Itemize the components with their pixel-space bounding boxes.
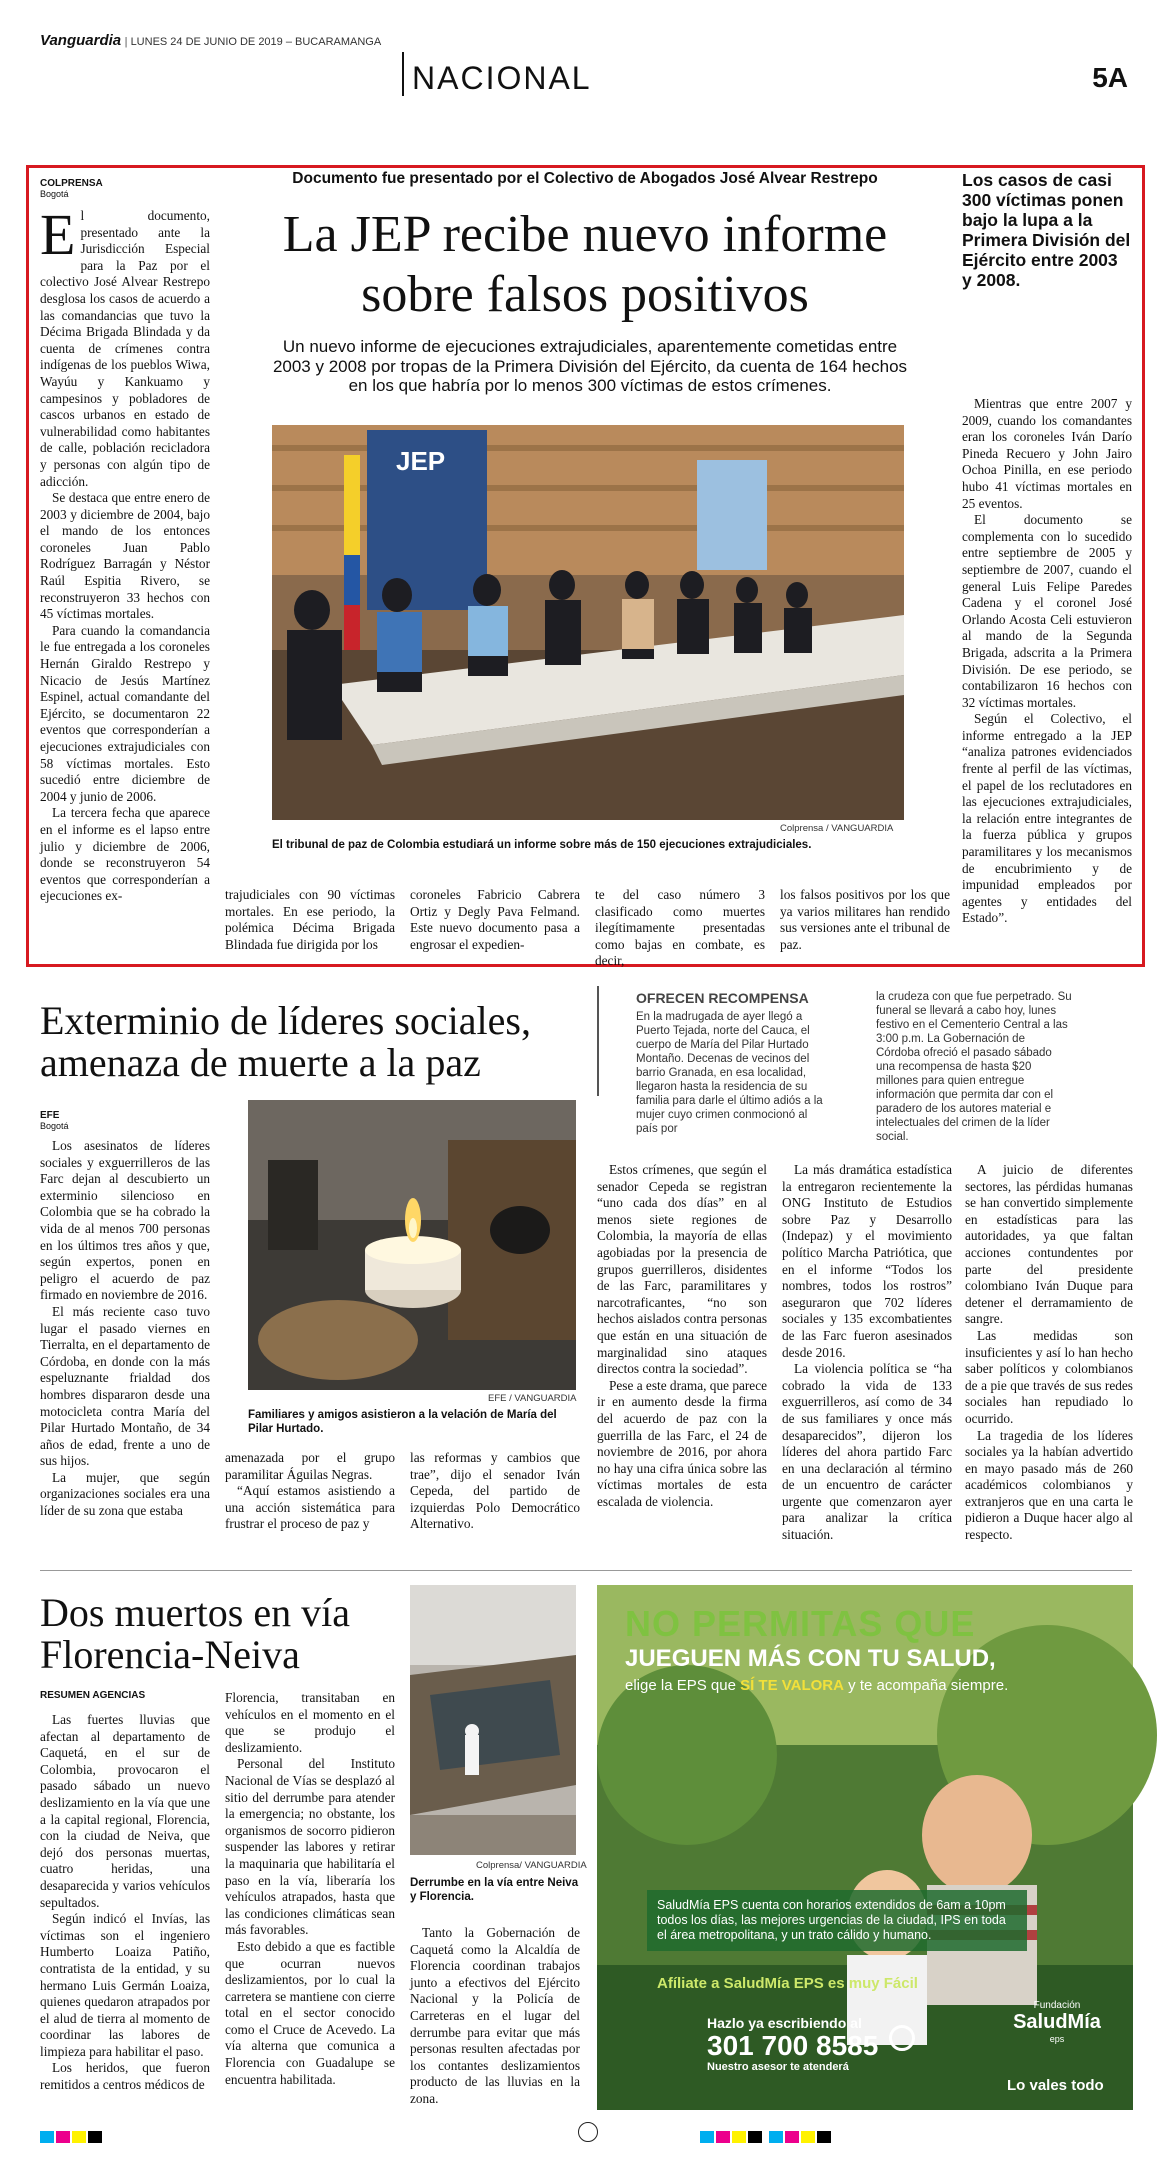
photo-jep-tribunal <box>272 425 904 820</box>
registration-mark-icon <box>578 2122 598 2142</box>
jep-banner-text: JEP <box>396 446 446 476</box>
photo-jep-illustration <box>272 425 904 820</box>
photo3-credit: Colprensa/ VANGUARDIA <box>476 1860 587 1871</box>
ad-slogan: Lo vales todo <box>1007 2077 1104 2094</box>
story3-headline: Dos muertos en vía Florencia-Neiva <box>40 1590 350 1677</box>
story2-column-5: La más dramática estadística la entregaron recientemente la ONG Instituto de Estudios sobre Paz y Desarrollo (Indepaz) y el movimiento político Marcha Patriótica, que en el informe “Todos los nombres, todos los rostros” aseguraron que 702 líderes sociales y 135 excombatientes de las Farc fueron asesinados desde 2016. La violencia política se “ha cobrado la vida de 133 exguerrilleros, así como de 34 de sus familiares y once más desaparecidos”, dijeron los líderes del ahora partido Farc en una declaración al término de un encuentro de carácter urgente que comenzaron ayer para analizar la crítica situación. <box>782 1162 952 1543</box>
photo-derrumbe <box>410 1585 576 1855</box>
box-rule <box>597 986 599 1096</box>
dropcap: E <box>40 202 76 267</box>
section-title: NACIONAL <box>412 60 592 96</box>
story1-column-3: coroneles Fabricio Cabrera Ortiz y Degly Pava Felmand. Este nuevo documento pasa a engrosar el expedien- <box>410 887 580 952</box>
story1-deck: Un nuevo informe de ejecuciones extrajudiciales, aparentemente cometidas entre 2003 y 2008 por tropas de la Primera División del Ejército, da cuenta de 164 hechos en los que habría por lo menos 300 víctimas de estos crímenes. <box>272 337 908 395</box>
masthead: Vanguardia | LUNES 24 DE JUNIO DE 2019 – BUCARAMANGA NACIONAL 5A <box>40 32 1128 96</box>
ad-headline-2: JUEGUEN MÁS CON TU SALUD, <box>625 1645 996 1672</box>
photo3-caption: Derrumbe en la vía entre Neiva y Florencia. <box>410 1877 579 1903</box>
ad-cta[interactable]: Afíliate a SaludMía EPS es muy Fácil <box>657 1975 918 1992</box>
photo-landslide-illustration <box>410 1585 576 1855</box>
story2-column-6: A juicio de diferentes sectores, las pérdidas humanas se han convertido simplemente en estadísticas para las autoridades, ya que faltan acciones contundentes por parte del presidente colombiano Iván Duque para detener el derramamiento de sangre. Las medidas son insuficientes y así lo han hecho saber políticos y colombianos de a pie que través de sus redes sociales han repudiado lo ocurrido. La tragedia de los líderes sociales ya la habían advertido en mayo pasado más de 260 académicos colombianos y extranjeros que en una carta le pidieron a Duque hacer algo al respecto. <box>965 1162 1133 1543</box>
story1-column-6: Mientras que entre 2007 y 2009, cuando los comandantes eran los coroneles Iván Darío Pineda Recuero y John Jairo Ochoa Pinilla, en ese periodo hubo 41 víctimas mortales en 25 eventos. El documento se complementa con lo sucedido entre septiembre de 2005 y septiembre de 2007, cuando el general Luis Felipe Paredes Cadena y el coronel José Orlando Acosta Celi estuvieron al mando de la Segunda Brigada, adscrita a la Primera División. De ese periodo, se contabilizaron 16 hechos con 32 víctimas mortales. Según el Colectivo, el informe entregado a la JEP “analiza patrones evidenciados frente al perfil de las víctimas, el papel de los reclutadores en las ejecuciones extrajudiciales, la relación entre integrantes de la fuerza pública y grupos paramilitares y los mecanismos de encubrimiento y de impunidad empleados por agentes y entidades del Estado”. <box>962 396 1132 926</box>
recompensa-col-1: En la madrugada de ayer llegó a Puerto Tejada, norte del Cauca, el cuerpo de María del Pilar Hurtado Montaño. Decenas de vecinos del barrio Granada, en esa localidad, llegaron hasta la residencia de su familia para darle el último adiós a la mujer cuyo crimen conmocionó al país por <box>636 1011 823 1135</box>
story1-column-1: El documento, presentado ante la Jurisdicción Especial para la Paz por el colectivo José Alvear Restrepo desglosa los casos de acuerdo a las comandancias que tuvo la Décima Brigada Blindada y da cuenta de crímenes contra indígenas de los pueblos Wiwa, Wayúu y Kankuamo y campesinos y pobladores de cascos urbanos en estado de vulnerabilidad como habitantes de calle, población recicladora y personas con algún tipo de adicción. Se destaca que entre enero de 2003 y diciembre de 2004, bajo el mando de los entonces coroneles Juan Pablo Rodríguez Barragán y Néstor Raúl Espitia Rivero, se reconstruyeron 33 hechos con 45 víctimas mortales. Para cuando la comandancia le fue entregada a los coroneles Hernán Giraldo Restrepo y Nicacio de Jesús Martínez Espinel, actual comandante del Ejército, se documentaron 22 eventos que corresponderían a ejecuciones extrajudiciales con 58 víctimas mortales. Esto sucedió entre diciembre de 2004 y junio de 2006. La tercera fecha que aparece en el informe es el lapso entre julio y diciembre de 2006, donde se reconstruyeron 54 eventos que corresponderían a ejecuciones ex- <box>40 202 210 904</box>
saludmia-advertisement[interactable] <box>597 1585 1133 2110</box>
story1-sidebar-quote: Los casos de casi 300 víctimas ponen bajo la lupa a la Primera División del Ejército entre 2003 y 2008. <box>962 170 1131 290</box>
story1-kicker: Documento fue presentado por el Colectivo de Abogados José Alvear Restrepo <box>292 170 878 187</box>
ad-headline-1: NO PERMITAS QUE <box>625 1603 976 1644</box>
photo2-caption: Familiares y amigos asistieron a la velación de María del Pilar Hurtado. <box>248 1409 557 1435</box>
page-number: 5A <box>1092 62 1128 93</box>
story1-column-5: los falsos positivos por los que ya varios militares han rendido sus versiones ante el tribunal de paz. <box>780 887 950 952</box>
photo1-caption: El tribunal de paz de Colombia estudiará un informe sobre más de 150 ejecuciones extrajudiciales. <box>272 839 812 851</box>
ad-contact[interactable]: Hazlo ya escribiendo al 301 700 8585 Nuestro asesor te atenderá <box>707 2015 927 2073</box>
story3-column-1: Las fuertes lluvias que afectan al departamento de Caquetá, en el sur de Colombia, provocaron el pasado sábado un nuevo deslizamiento en la vía que une a la capital regional, Florencia, con la ciudad de Neiva, que dejó dos personas muertas, cuatro heridas, una desaparecida y varios vehículos sepultados. Según indicó el Invías, las víctimas son el ingeniero Humberto Loaiza Patiño, contratista de la entidad, y su hermano Luis Germán Loaiza, quienes quedaron atrapados por el alud de tierra al momento de coordinar las labores de limpieza para habilitar el paso. Los heridos, que fueron remitidos a centros médicos de <box>40 1712 210 2093</box>
story3-column-3: Tanto la Gobernación de Caquetá como la Alcaldía de Florencia coordinan trabajos junto a efectivos del Ejército Nacional y la Policía de Carreteras en el lugar del derrumbe para evitar que más personas resulten afectadas por los contantes deslizamientos producto de las lluvias en la zona. <box>410 1925 580 2106</box>
photo-velacion <box>248 1100 576 1390</box>
story1-column-4: te del caso número 3 clasificado como muertes ilegítimamente presentadas como bajas en combate, es decir, <box>595 887 765 969</box>
story2-byline: EFE Bogotá <box>40 1110 69 1131</box>
color-registration-strip <box>40 2128 104 2147</box>
section-divider <box>40 1570 1132 1571</box>
photo-candle-illustration <box>248 1100 576 1390</box>
recompensa-col-2: la crudeza con que fue perpetrado. Su funeral se llevará a cabo hoy, lunes festivo en el Cementerio Central a las 3:00 p.m. La Gobernación de Córdoba ofreció el pasado sábado una recompensa de hasta $20 millones para quien entregue información que permita dar con el paradero de los autores material e intelectuales del crimen de la líder social. <box>876 991 1072 1143</box>
story1-headline: La JEP recibe nuevo informe sobre falsos positivos <box>282 206 888 323</box>
color-registration-strip-right <box>700 2128 833 2147</box>
section-rule <box>402 52 404 96</box>
story2-column-3: las reformas y cambios que trae”, dijo el senador Iván Cepeda, del partido de izquierdas Polo Democrático Alternativo. <box>410 1450 580 1532</box>
ad-info-box: SaludMía EPS cuenta con horarios extendidos de 6am a 10pm todos los días, las mejores urgencias de la ciudad, IPS en toda el área metropolitana, y un trato cálido y humano. <box>647 1890 1027 1951</box>
ad-headline-3: elige la EPS que SÍ TE VALORA y te acompaña siempre. <box>625 1677 1009 1694</box>
photo1-credit: Colprensa / VANGUARDIA <box>780 823 894 834</box>
ad-brand: Fundación SaludMía eps <box>1013 2000 1101 2044</box>
photo2-credit: EFE / VANGUARDIA <box>488 1393 577 1404</box>
story3-column-2: Florencia, transitaban en vehículos en el momento en el que se produjo el deslizamiento. Personal del Instituto Nacional de Vías se desplazó al sitio del derrumbe para atender la emergencia; no obstante, los organismos de socorro pidieron suspender las labores y retirar la maquinaria que habilitaría el paso en la vía, liberaría los vehículos atrapados, hasta que las condiciones climáticas sean más favorables. Esto debido a que es factible que ocurran nuevos deslizamientos, por lo cual la carretera se mantiene con cierre total en el sector conocido como el Cruce de Acevedo. La vía alterna que comunica a Florencia con Guadalupe se encuentra habilitada. <box>225 1690 395 2087</box>
story1-column-2: trajudiciales con 90 víctimas mortales. En ese periodo, la polémica Décima Brigada Blindada fue dirigida por los <box>225 887 395 952</box>
story2-column-1: Los asesinatos de líderes sociales y exguerrilleros de las Farc dejan al descubierto un exterminio silencioso en Colombia que se ha cobrado la vida de al menos 700 personas en los últimos tres años y que, según expertos, ponen en peligro el acuerdo de paz firmado en noviembre de 2016. El más reciente caso tuvo lugar el pasado viernes en Tierralta, en el departamento de Córdoba, en donde con la más espeluznante frialdad dos hombres dispararon desde una motocicleta contra María del Pilar Hurtado Montaño, de 34 años de edad, frente a uno de sus hijos. La mujer, que según organizaciones sociales era una líder de su zona que estaba <box>40 1138 210 1519</box>
recompensa-title: OFRECEN RECOMPENSA <box>636 990 809 1006</box>
story2-column-4: Estos crímenes, que según el senador Cepeda se registran “uno cada dos días” en al menos siete regiones de Colombia, la mayoría de ellas agobiadas por la presencia de grupos guerrilleros, disidentes de las Farc, paramilitares y narcotraficantes, “no son hechos aislados contra personas que están en una situación de marginalidad sino ataques directos contra la sociedad”. Pese a este drama, que parece ir en aumento desde la firma del acuerdo de paz con la guerrilla de las Farc, el 24 de noviembre de 2016, por ahora no hay una cifra única sobre las víctimas mortales de esta escalada de violencia. <box>597 1162 767 1509</box>
story2-headline: Exterminio de líderes sociales, amenaza de muerte a la paz <box>40 998 531 1085</box>
whatsapp-icon <box>889 2025 915 2051</box>
story2-column-2: amenazada por el grupo paramilitar Águilas Negras. “Aquí estamos asistiendo a una acción sistemática para frustrar el proceso de paz y <box>225 1450 395 1532</box>
masthead-logo: Vanguardia <box>40 32 122 49</box>
story3-byline: RESUMEN AGENCIAS <box>40 1690 146 1701</box>
story1-byline: COLPRENSA Bogotá <box>40 178 103 199</box>
ad-phone[interactable]: 301 700 8585 <box>707 2030 879 2061</box>
dateline: LUNES 24 DE JUNIO DE 2019 – BUCARAMANGA <box>130 36 382 48</box>
